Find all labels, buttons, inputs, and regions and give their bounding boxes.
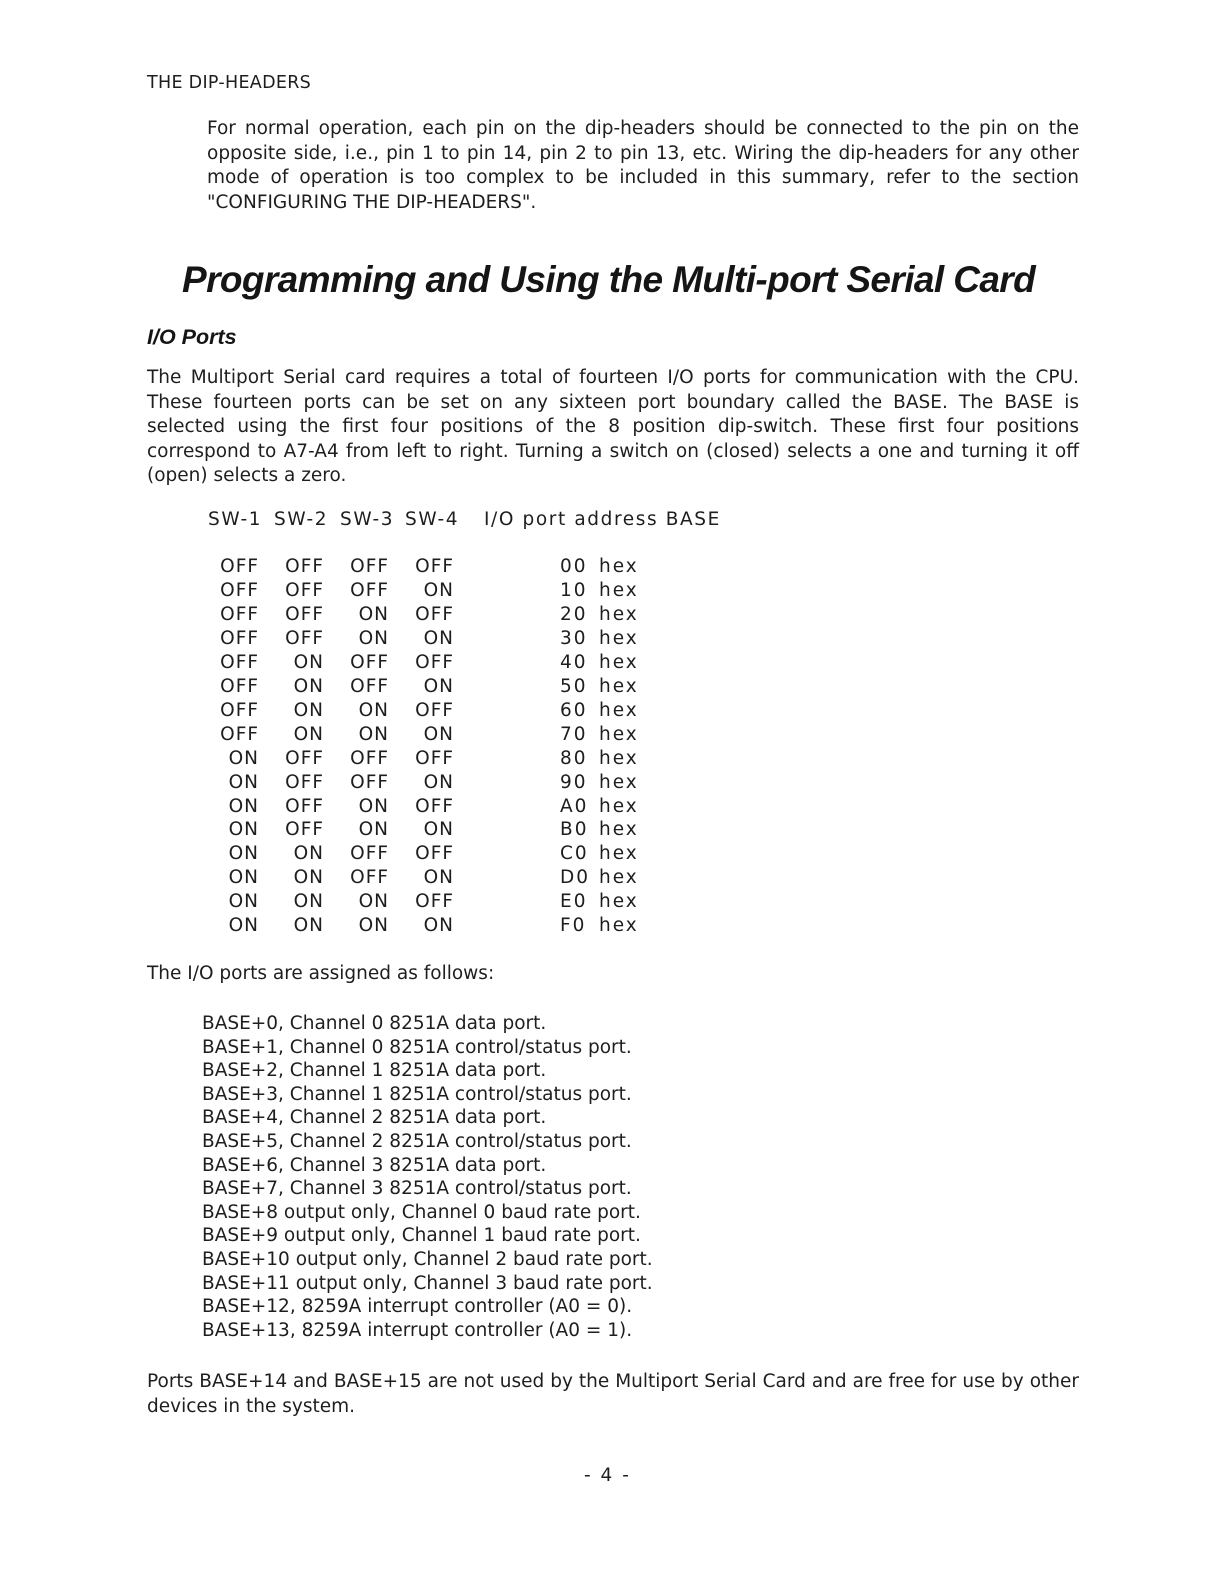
cell-sw3: ON xyxy=(358,627,389,649)
running-header: THE DIP-HEADERS xyxy=(147,73,312,93)
cell-sw4: OFF xyxy=(415,843,454,865)
cell-address: E0 xyxy=(560,891,588,913)
cell-address: 00 xyxy=(560,556,588,577)
ports-intro: The I/O ports are assigned as follows: xyxy=(147,963,495,984)
list-item: BASE+9 output only, Channel 1 baud rate port. xyxy=(202,1225,641,1247)
cell-sw2: OFF xyxy=(285,627,324,649)
list-item: BASE+2, Channel 1 8251A data port. xyxy=(202,1060,547,1082)
cell-sw1: OFF xyxy=(220,699,259,721)
list-item: BASE+0, Channel 0 8251A data port. xyxy=(202,1013,547,1034)
header-sw1: SW-1 xyxy=(208,509,263,530)
list-item: BASE+12, 8259A interrupt controller (A0 = 0). xyxy=(202,1296,633,1318)
cell-sw2: ON xyxy=(293,699,324,721)
cell-sw2: ON xyxy=(293,723,324,745)
cell-unit: hex xyxy=(599,556,639,577)
list-item: BASE+5, Channel 2 8251A control/status port. xyxy=(202,1130,632,1152)
cell-sw1: OFF xyxy=(220,675,259,697)
cell-unit: hex xyxy=(599,747,639,769)
cell-unit: hex xyxy=(599,795,639,817)
list-item: BASE+8 output only, Channel 0 baud rate port. xyxy=(202,1201,641,1223)
cell-unit: hex xyxy=(599,843,639,865)
cell-address: 50 xyxy=(560,675,588,697)
cell-sw2: ON xyxy=(293,843,324,865)
cell-sw1: ON xyxy=(228,771,259,793)
cell-sw4: OFF xyxy=(415,603,454,625)
cell-unit: hex xyxy=(599,603,639,625)
cell-sw4: ON xyxy=(423,675,454,697)
cell-sw2: OFF xyxy=(285,747,324,769)
cell-unit: hex xyxy=(599,699,639,721)
table-row xyxy=(0,580,1224,604)
closing-paragraph: Ports BASE+14 and BASE+15 are not used by the Multiport Serial Card and are free for use by other devices in the system. xyxy=(147,1371,1079,1417)
cell-sw2: ON xyxy=(293,675,324,697)
list-item: BASE+6, Channel 3 8251A data port. xyxy=(202,1154,547,1176)
cell-sw3: ON xyxy=(358,915,389,937)
cell-sw4: OFF xyxy=(415,556,454,577)
page-number: - 4 - xyxy=(584,1465,631,1486)
cell-sw3: OFF xyxy=(350,747,389,769)
table-row xyxy=(0,867,1224,891)
table-row xyxy=(0,819,1224,843)
cell-sw4: ON xyxy=(423,771,454,793)
cell-sw3: OFF xyxy=(350,867,389,889)
cell-sw1: OFF xyxy=(220,579,259,601)
cell-sw1: ON xyxy=(228,819,259,841)
cell-sw3: ON xyxy=(358,819,389,841)
table-row xyxy=(0,700,1224,724)
cell-unit: hex xyxy=(599,675,639,697)
cell-address: 20 xyxy=(560,603,588,625)
cell-sw1: OFF xyxy=(220,556,259,577)
cell-sw1: OFF xyxy=(220,603,259,625)
cell-address: B0 xyxy=(560,819,589,841)
cell-unit: hex xyxy=(599,891,639,913)
cell-sw2: OFF xyxy=(285,771,324,793)
cell-address: 30 xyxy=(560,627,588,649)
header-sw4: SW-4 xyxy=(405,509,460,530)
cell-sw3: ON xyxy=(358,723,389,745)
cell-sw4: OFF xyxy=(415,795,454,817)
cell-address: F0 xyxy=(560,915,587,937)
cell-sw3: OFF xyxy=(350,579,389,601)
cell-sw3: ON xyxy=(358,891,389,913)
cell-sw2: ON xyxy=(293,651,324,673)
table-row xyxy=(0,556,1224,580)
cell-sw3: OFF xyxy=(350,675,389,697)
switch-table-header xyxy=(0,509,1224,535)
cell-unit: hex xyxy=(599,723,639,745)
cell-sw2: OFF xyxy=(285,795,324,817)
cell-address: C0 xyxy=(560,843,589,865)
cell-sw1: OFF xyxy=(220,651,259,673)
cell-unit: hex xyxy=(599,915,639,937)
table-row xyxy=(0,891,1224,915)
list-item: BASE+10 output only, Channel 2 baud rate port. xyxy=(202,1248,653,1270)
cell-sw3: ON xyxy=(358,699,389,721)
header-sw3: SW-3 xyxy=(340,509,395,530)
table-row xyxy=(0,604,1224,628)
subsection-title: I/O Ports xyxy=(147,325,237,349)
table-row xyxy=(0,652,1224,676)
cell-address: 10 xyxy=(560,579,588,601)
cell-sw1: OFF xyxy=(220,723,259,745)
cell-unit: hex xyxy=(599,771,639,793)
cell-sw4: ON xyxy=(423,627,454,649)
cell-sw4: ON xyxy=(423,723,454,745)
cell-sw3: OFF xyxy=(350,843,389,865)
cell-unit: hex xyxy=(599,651,639,673)
table-row xyxy=(0,843,1224,867)
cell-sw2: ON xyxy=(293,915,324,937)
cell-address: 60 xyxy=(560,699,588,721)
table-row xyxy=(0,676,1224,700)
cell-sw1: OFF xyxy=(220,627,259,649)
list-item: BASE+3, Channel 1 8251A control/status port. xyxy=(202,1083,632,1105)
cell-sw1: ON xyxy=(228,915,259,937)
cell-sw1: ON xyxy=(228,795,259,817)
cell-sw3: ON xyxy=(358,603,389,625)
cell-address: 70 xyxy=(560,723,588,745)
section-title: Programming and Using the Multi-port Serial Card xyxy=(182,259,1036,300)
cell-sw4: OFF xyxy=(415,699,454,721)
cell-sw4: ON xyxy=(423,867,454,889)
cell-sw2: OFF xyxy=(285,579,324,601)
cell-unit: hex xyxy=(599,819,639,841)
table-row xyxy=(0,628,1224,652)
cell-sw2: OFF xyxy=(285,556,324,577)
cell-sw1: ON xyxy=(228,867,259,889)
table-row xyxy=(0,724,1224,748)
cell-address: 80 xyxy=(560,747,588,769)
cell-sw1: ON xyxy=(228,891,259,913)
cell-sw2: ON xyxy=(293,867,324,889)
intro-paragraph: For normal operation, each pin on the dip-headers should be connected to the pin on the opposite side, i.e., pin 1 to pin 14, pin 2 to pin 13, etc. Wiring the dip-headers for any other mode of operation is too complex to be included in this summary, refer to the section "CONFIGURING THE DIP-HEADERS". xyxy=(207,118,1079,213)
cell-address: A0 xyxy=(560,795,589,817)
cell-sw4: ON xyxy=(423,819,454,841)
cell-unit: hex xyxy=(599,579,639,601)
list-item: BASE+13, 8259A interrupt controller (A0 = 1). xyxy=(202,1319,633,1341)
port-assignment-list xyxy=(202,1012,653,1342)
cell-unit: hex xyxy=(599,627,639,649)
cell-sw2: OFF xyxy=(285,603,324,625)
list-item: BASE+1, Channel 0 8251A control/status port. xyxy=(202,1036,632,1058)
cell-sw3: ON xyxy=(358,795,389,817)
cell-unit: hex xyxy=(599,867,639,889)
cell-address: 40 xyxy=(560,651,588,673)
cell-sw1: ON xyxy=(228,747,259,769)
cell-sw4: OFF xyxy=(415,747,454,769)
cell-sw4: ON xyxy=(423,915,454,937)
cell-sw3: OFF xyxy=(350,556,389,577)
header-sw2: SW-2 xyxy=(274,509,329,530)
list-item: BASE+11 output only, Channel 3 baud rate port. xyxy=(202,1272,653,1294)
cell-sw3: OFF xyxy=(350,651,389,673)
table-row xyxy=(0,748,1224,772)
cell-sw3: OFF xyxy=(350,771,389,793)
table-row xyxy=(0,796,1224,820)
cell-address: D0 xyxy=(560,867,591,889)
cell-sw4: OFF xyxy=(415,651,454,673)
io-ports-paragraph: The Multiport Serial card requires a total of fourteen I/O ports for communication with the CPU. These fourteen ports can be set on any sixteen port boundary called the BASE. The BASE is selected using the first four positions of the 8 position dip-switch. These first four positions correspond to A7-A4 from left to right. Turning a switch on (closed) selects a one and turning it off (open) selects a zero. xyxy=(147,367,1079,486)
cell-sw4: ON xyxy=(423,579,454,601)
cell-sw2: OFF xyxy=(285,819,324,841)
cell-address: 90 xyxy=(560,771,588,793)
list-item: BASE+7, Channel 3 8251A control/status port. xyxy=(202,1178,632,1200)
table-row xyxy=(0,915,1224,939)
cell-sw2: ON xyxy=(293,891,324,913)
list-item: BASE+4, Channel 2 8251A data port. xyxy=(202,1107,547,1129)
header-address: I/O port address BASE xyxy=(484,509,721,530)
cell-sw1: ON xyxy=(228,843,259,865)
table-row xyxy=(0,772,1224,796)
cell-sw4: OFF xyxy=(415,891,454,913)
